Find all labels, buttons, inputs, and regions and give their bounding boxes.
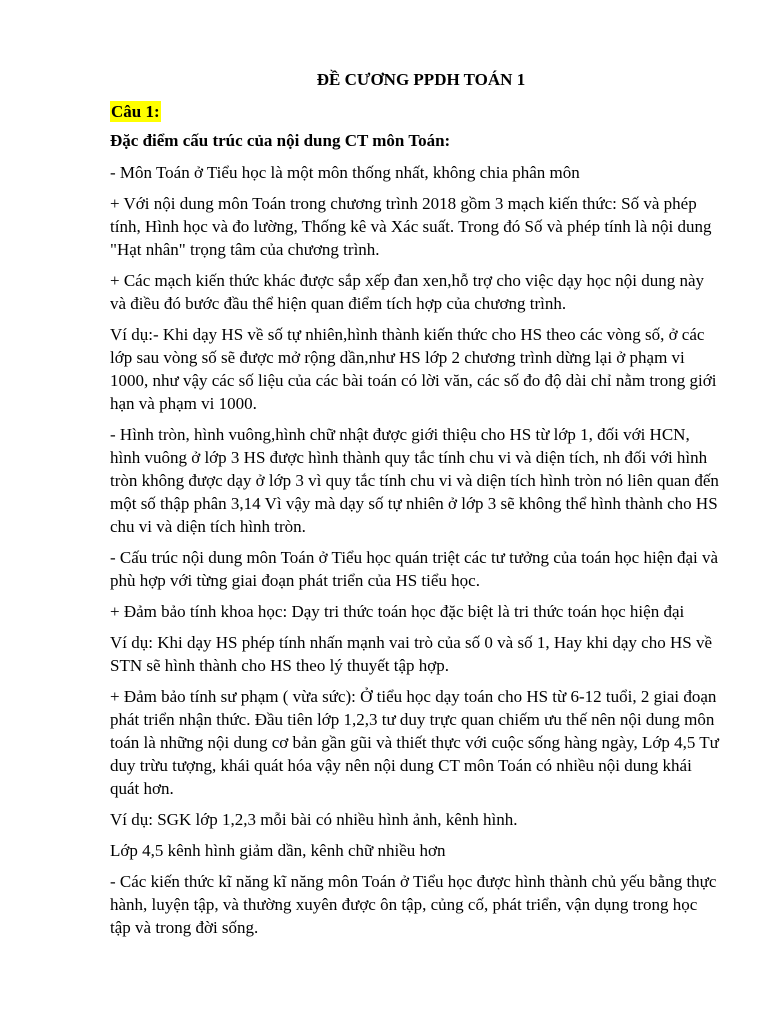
paragraph: Ví dụ: SGK lớp 1,2,3 mỗi bài có nhiều hình ảnh, kênh hình. [110, 810, 518, 829]
paragraph: + Các mạch kiến thức khác được sắp xếp đan xen,hỗ trợ cho việc dạy học nội dung này và điều đó bước đầu thể hiện quan điểm tích hợp của chương trình. [110, 271, 705, 313]
paragraph: + Đảm bảo tính khoa học: Dạy tri thức toán học đặc biệt là tri thức toán học hiện đại [110, 602, 685, 621]
paragraph: - Hình tròn, hình vuông,hình chữ nhật được giới thiệu cho HS từ lớp 1, đối với HCN, hình vuông ở lớp 3 HS được hình thành quy tắc tính chu vi và diện tích, nh đối với hình tròn không được dạy ở lớp 3 vì quy tắc tính chu vi và diện tích hình tròn nó liên quan đến một số thập phân 3,14 Vì vậy mà dạy số tự nhiên ở lớp 3 sẽ không thể hình thành cho HS chu vi và diện tích hình tròn. [110, 425, 719, 536]
section-label-row [110, 100, 720, 123]
paragraph: - Các kiến thức kĩ năng kĩ năng môn Toán ở Tiểu học được hình thành chủ yếu bằng thực hành, luyện tập, và thường xuyên được ôn tập, củng cố, phát triển, vận dụng trong học tập và trong đời sống. [110, 872, 717, 937]
paragraph: - Cấu trúc nội dung môn Toán ở Tiểu học quán triệt các tư tưởng của toán học hiện đại và phù hợp với từng giai đoạn phát triển của HS tiểu học. [110, 548, 719, 590]
paragraph: + Đảm bảo tính sư phạm ( vừa sức): Ở tiểu học dạy toán cho HS từ 6-12 tuổi, 2 giai đoạn phát triển nhận thức. Đầu tiên lớp 1,2,3 tư duy trực quan chiếm ưu thế nên nội dung môn toán là những nội dung cơ bản gần gũi và thiết thực với cuộc sống hàng ngày, Lớp 4,5 Tư duy trừu tượng, khái quát hóa vậy nên nội dung CT môn Toán có nhiều nội dung khái quát hơn. [110, 687, 719, 798]
paragraph: Ví dụ:- Khi dạy HS về số tự nhiên,hình thành kiến thức cho HS theo các vòng số, ở các lớp sau vòng số sẽ được mở rộng dần,như HS lớp 2 chương trình dừng lại ở phạm vi 1000, như vậy các số liệu của các bài toán có lời văn, các số đo độ dài chỉ nằm trong giới hạn và phạm vi 1000. [110, 325, 717, 413]
section-subheading: Đặc điểm cấu trúc của nội dung CT môn Toán: [110, 131, 451, 150]
section-label: Câu 1: [111, 102, 160, 121]
paragraph: Ví dụ: Khi dạy HS phép tính nhấn mạnh vai trò của số 0 và số 1, Hay khi dạy cho HS về STN sẽ hình thành cho HS theo lý thuyết tập hợp. [110, 633, 712, 675]
paragraph: Lớp 4,5 kênh hình giảm dần, kênh chữ nhiều hơn [110, 841, 446, 860]
document-title: ĐỀ CƯƠNG PPDH TOÁN 1 [316, 70, 526, 89]
paragraph: - Môn Toán ở Tiểu học là một môn thống nhất, không chia phân môn [110, 163, 580, 182]
document-content [110, 68, 720, 947]
paragraph: + Với nội dung môn Toán trong chương trình 2018 gồm 3 mạch kiến thức: Số và phép tính, Hình học và đo lường, Thống kê và Xác suất. Trong đó Số và phép tính là nội dung "Hạt nhân" trọng tâm của chương trình. [110, 194, 712, 259]
